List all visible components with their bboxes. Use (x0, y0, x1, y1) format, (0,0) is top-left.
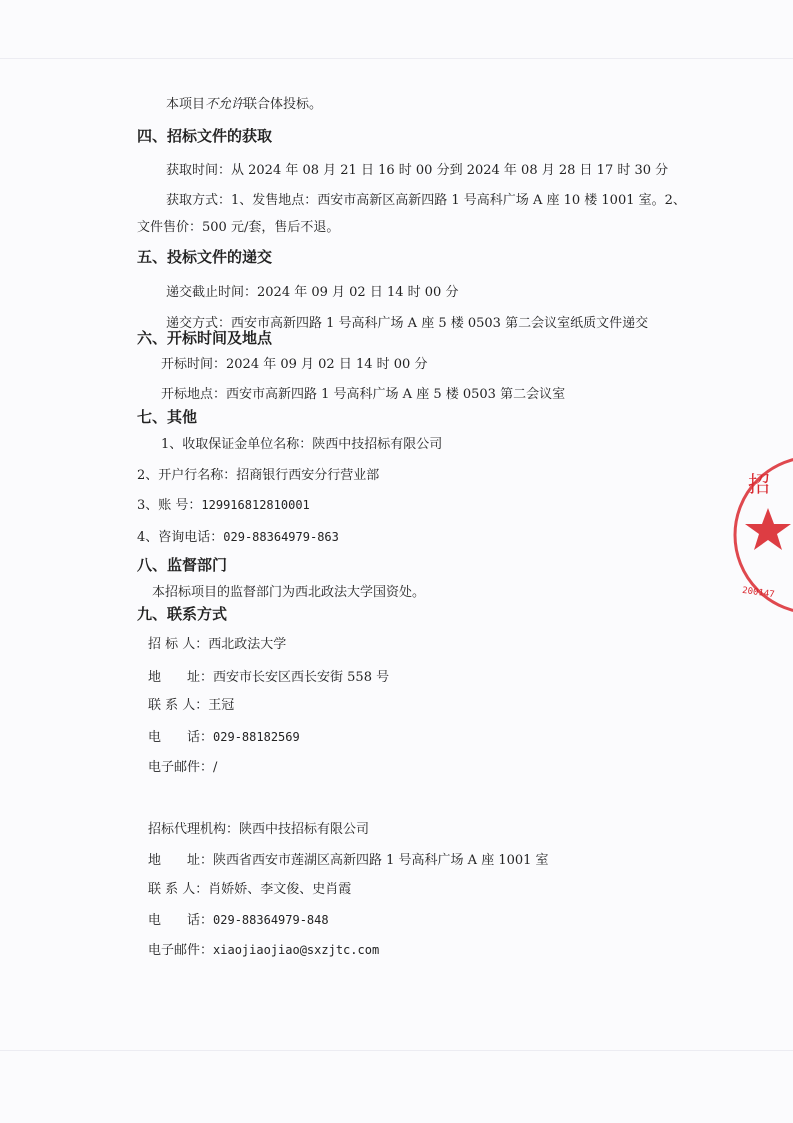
agent-email-label: 电子邮件： (148, 943, 214, 958)
agent-name-row (148, 822, 369, 838)
account-label: 3、账 号： (137, 498, 202, 513)
official-seal (728, 450, 793, 620)
client-name-label: 招 标 人： (148, 637, 209, 652)
agent-email: xiaojiaojiao@sxzjtc.com (213, 943, 380, 957)
client-phone: 029-88182569 (213, 730, 300, 744)
intro-pre: 本项目 (166, 97, 206, 112)
s4-method-line2: 文件售价：500 元/套，售后不退。 (137, 220, 340, 235)
s8-text: 本招标项目的监督部门为西北政法大学国资处。 (152, 585, 426, 600)
s4-time: 获取时间：从 2024 年 08 月 21 日 16 时 00 分到 2024 年 08 月 28 日 17 时 30 分 (166, 163, 669, 178)
agent-address: 陕西省西安市莲湖区高新四路 1 号高科广场 A 座 1001 室 (213, 853, 549, 868)
client-address: 西安市长安区西长安街 558 号 (213, 670, 390, 685)
client-contact-row (148, 698, 234, 714)
consult-phone: 029-88364979-863 (223, 530, 339, 544)
intro-line (166, 97, 322, 113)
client-email-label: 电子邮件： (148, 760, 214, 775)
account-number: 129916812810001 (201, 498, 310, 512)
agent-phone-row (148, 912, 329, 929)
s7-item2: 2、开户行名称：招商银行西安分行营业部 (137, 468, 380, 483)
section-4-heading: 四、招标文件的获取 (137, 127, 273, 145)
s7-item1: 1、收取保证金单位名称：陕西中技招标有限公司 (161, 437, 443, 452)
seal-star-icon (745, 508, 791, 550)
intro-post: 联合体投标。 (244, 97, 323, 112)
seal-number: 200147 (741, 585, 776, 601)
agent-name-label: 招标代理机构： (148, 822, 240, 837)
s6-place: 开标地点：西安市高新四路 1 号高科广场 A 座 5 楼 0503 第二会议室 (161, 387, 566, 402)
s5-deadline: 递交截止时间：2024 年 09 月 02 日 14 时 00 分 (166, 285, 459, 300)
client-contact: 王冠 (208, 698, 235, 713)
section-6-heading: 六、开标时间及地点 (137, 329, 273, 347)
section-7-heading: 七、其他 (137, 408, 198, 426)
agent-address-label: 地 址： (148, 853, 214, 868)
agent-name: 陕西中技招标有限公司 (239, 822, 370, 837)
agent-contact: 肖娇娇、李文俊、史肖霞 (208, 882, 352, 897)
agent-phone: 029-88364979-848 (213, 913, 329, 927)
s4-method-line1: 获取方式：1、发售地点：西安市高新区高新四路 1 号高科广场 A 座 10 楼 1001 室。2、 (166, 193, 686, 208)
client-name-row (148, 637, 286, 653)
client-contact-label: 联 系 人： (148, 698, 209, 713)
agent-contact-label: 联 系 人： (148, 882, 209, 897)
client-phone-row (148, 729, 300, 746)
s6-time: 开标时间：2024 年 09 月 02 日 14 时 00 分 (161, 357, 428, 372)
client-email-row (148, 760, 217, 776)
client-address-row (148, 670, 389, 686)
agent-contact-row (148, 882, 351, 898)
section-5-heading: 五、投标文件的递交 (137, 248, 273, 266)
s5-method: 递交方式：西安市高新四路 1 号高科广场 A 座 5 楼 0503 第二会议室纸质文件递交 (166, 316, 649, 331)
scan-fold-line (0, 1050, 793, 1051)
client-address-label: 地 址： (148, 670, 214, 685)
consult-phone-label: 4、咨询电话： (137, 530, 224, 545)
s7-item3 (137, 497, 310, 514)
scan-fold-line (0, 58, 793, 59)
client-phone-label: 电 话： (148, 730, 214, 745)
client-name: 西北政法大学 (208, 637, 287, 652)
section-9-heading: 九、联系方式 (137, 605, 228, 623)
agent-email-row (148, 942, 379, 959)
client-email: / (213, 760, 218, 775)
agent-address-row (148, 853, 549, 869)
intro-emphasis: 不允许 (205, 97, 245, 112)
seal-text: 招 (748, 473, 771, 498)
agent-phone-label: 电 话： (148, 913, 214, 928)
s7-item4 (137, 529, 339, 546)
section-8-heading: 八、监督部门 (137, 556, 228, 574)
